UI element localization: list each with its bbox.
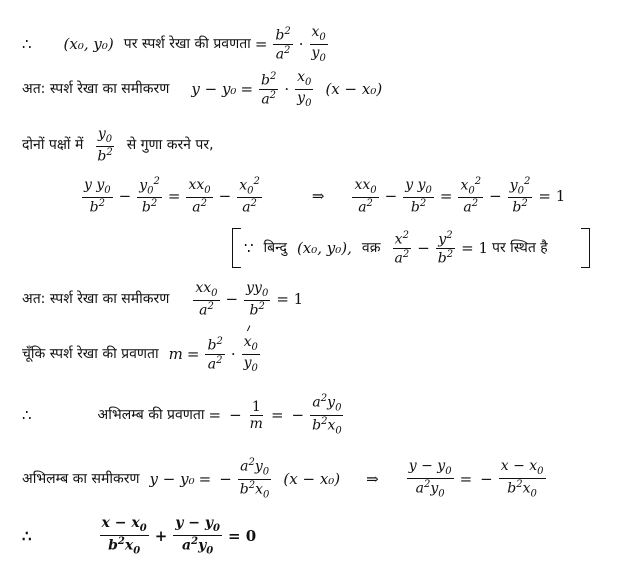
because-symbol: ∵ [244,238,254,257]
fraction-x0-y0: $\frac{x_0}{y_0}$ [243,333,258,374]
normal-slope-text: अभिलम्ब की प्रवणता [97,407,205,423]
fraction-y0-b2: $\frac{y_0}{b^2}$ [97,125,113,165]
fraction-b2-a2: $\frac{b^2}{a^2}$ [207,335,223,373]
bracket-note-content: ∵ बिन्दु (x₀, y₀), वक्र $\frac{x^2}{a^2}$ − $\frac{y^2}{b^2}$ = 1 पर स्थित है [244,229,548,267]
fraction-ydiff-a2y0: $\frac{y - y_0}{a^2y_0}$ [408,457,452,500]
tangent-eq-text: अत: स्पर्श रेखा का समीकरण [22,81,170,97]
fraction-1-m: $\frac{1}{m}$ [249,398,263,432]
curve-word: वक्र [361,240,381,256]
equals-one: = 1 [276,289,304,308]
fraction-x2-a2: $\frac{x^2}{a^2}$ [394,229,410,267]
therefore-symbol: ∴ [22,526,32,545]
point-label-comma: (x₀, y₀), [296,238,352,257]
line-4: $\frac{y y_0}{b^2}$ − $\frac{y_0^2}{b^2}$ = $\frac{xx_0}{a^2}$ − $\frac{x_0^2}{a^2}$ ⇒ $\frac{xx_0}{a^2}$ − $\frac{y y_0}{b^2}$ = $\frac{x_0^2}{a^2}$ − $\frac{y_0^2}{b^2}$ = 1 [84,175,566,217]
normal-eq-text: अभिलम्ब का समीकरण [22,471,140,487]
fraction-x0-y0: $\frac{x_0}{y_0}$ [311,23,326,64]
fraction-ydiff-a2y0: $\frac{y - y_0}{a^2y_0}$ [175,514,220,557]
equals-one: = 1 [538,186,566,205]
lies-on-text: पर स्थित है [492,240,548,256]
line-1: ∴ (x₀, y₀) पर स्पर्श रेखा की प्रवणता = $\frac{b^2}{a^2}$ · $\frac{x_0}{y_0}$ [22,23,326,64]
lhs-expression: y − y₀ [191,79,237,98]
multiply-suffix-text: से गुणा करने पर, [126,137,214,153]
fraction-yy0-b2: $\frac{y y_0}{b^2}$ [405,176,432,216]
line-9: ∴ $\frac{x - x_0}{b^2x_0}$ + $\frac{y - y_0}{a^2y_0}$ = 0 [22,514,257,557]
since-slope-text: चूँकि स्पर्श रेखा की प्रवणता [22,346,159,362]
multiply-text: दोनों पक्षों में [22,137,84,153]
fraction-xdiff-b2x0: $\frac{x - x_0}{b^2x_0}$ [101,514,147,557]
point-label: (x₀, y₀) [63,34,114,53]
fraction-x0-y0: $\frac{x_0}{y_0}$ [297,68,312,109]
fraction-xx0-a2: $\frac{xx_0}{a^2}$ [354,176,377,216]
fraction-xx0-a2: $\frac{xx_0}{a^2}$ [188,176,211,216]
slope-m: m [168,344,183,363]
line-6: चूँकि स्पर्श रेखा की प्रवणता m = $\frac{b^2}{a^2}$ · $\frac{x_0}{y_0}$ [22,333,258,374]
fraction-a2y0-b2x0: $\frac{a^2y_0}{b^2x_0}$ [239,457,270,500]
fraction-x0sq-a2: $\frac{x_0^2}{a^2}$ [239,175,260,217]
fraction-yy0-b2: $\frac{yy_0}{b^2}$ [246,279,269,319]
line-7: ∴ अभिलम्ब की प्रवणता = − $\frac{1}{m}$ = − $\frac{a^2y_0}{b^2x_0}$ [22,393,342,436]
fraction-xdiff-b2x0: $\frac{x - x_0}{b^2x_0}$ [500,457,544,500]
paren-x-expression: (x − x₀) [325,79,383,98]
lhs-expression: y − y₀ [149,469,195,488]
therefore-symbol: ∴ [22,405,32,424]
paren-x-expression: (x − x₀) [283,469,341,488]
line-3 [22,126,214,164]
slope-tangent-text: पर स्पर्श रेखा की प्रवणता [123,36,251,52]
fraction-y2-b2: $\frac{y^2}{b^2}$ [437,229,454,267]
equals-one: = 1 [461,238,488,257]
line-8: अभिलम्ब का समीकरण y − y₀ = − $\frac{a^2y_0}{b^2x_0}$ (x − x₀) ⇒ $\frac{y - y_0}{a^2y_0}$ = − $\frac{x - x_0}{b^2x_0}$ [22,457,544,500]
fraction-a2y0-b2x0: $\frac{a^2y_0}{b^2x_0}$ [312,393,342,436]
fraction-y0sq-b2: $\frac{y_0^2}{b^2}$ [139,175,160,217]
line-5: अत: स्पर्श रेखा का समीकरण $\frac{xx_0}{a^2}$ − $\frac{yy_0}{b^2}$ = 1 [22,279,304,319]
fraction-xx0-a2: $\frac{xx_0}{a^2}$ [195,279,218,319]
fraction-b2-a2: $\frac{b^2}{a^2}$ [275,25,291,63]
therefore-symbol: ∴ [22,34,32,53]
fraction-yy0-b2: $\frac{y y_0}{b^2}$ [84,176,111,216]
equals-zero: = 0 [227,526,257,545]
scan-mark [247,325,253,332]
fraction-b2-a2: $\frac{b^2}{a^2}$ [261,70,277,108]
fraction-y0sq-b2: $\frac{y_0^2}{b^2}$ [509,175,531,217]
point-word: बिन्दु [263,240,287,256]
fraction-x0sq-a2: $\frac{x_0^2}{a^2}$ [460,175,482,217]
line-2: अत: स्पर्श रेखा का समीकरण y − y₀ = $\frac{b^2}{a^2}$ · $\frac{x_0}{y_0}$ (x − x₀) [22,68,383,109]
tangent-eq-text: अत: स्पर्श रेखा का समीकरण [22,291,170,307]
